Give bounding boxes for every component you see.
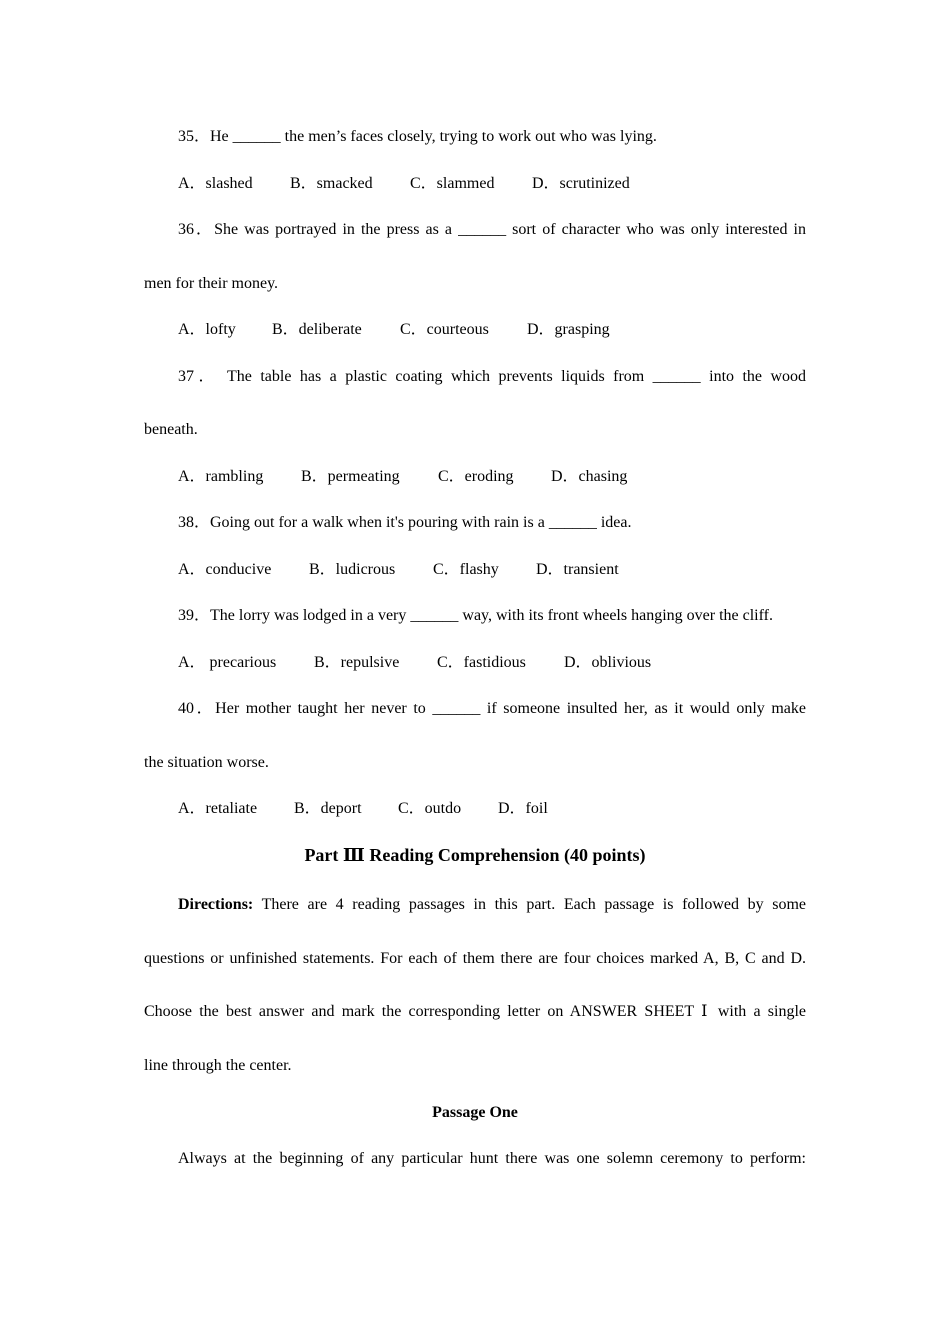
question-35-options bbox=[178, 174, 806, 194]
directions-line-2: questions or unfinished statements. For each of them there are four choices marked A, B, C and D. bbox=[144, 950, 806, 967]
option-d: D．chasing bbox=[551, 468, 628, 485]
question-39-options bbox=[178, 653, 806, 673]
option-a: A．retaliate bbox=[178, 800, 258, 817]
option-d: D．oblivious bbox=[564, 654, 652, 671]
directions-line-4: line through the center. bbox=[144, 1057, 292, 1074]
option-d: D．grasping bbox=[527, 321, 610, 338]
question-40-stem-cont: the situation worse. bbox=[144, 754, 269, 771]
option-b: B．deliberate bbox=[272, 321, 362, 338]
directions-line-3: Choose the best answer and mark the corresponding letter on ANSWER SHEET Ⅰ with a single bbox=[144, 1003, 806, 1020]
option-a: A．lofty bbox=[178, 321, 236, 338]
question-35-stem: 35．He ______ the men’s faces closely, trying to work out who was lying. bbox=[178, 128, 657, 145]
option-c: C．eroding bbox=[438, 468, 514, 485]
question-36-stem: 36．She was portrayed in the press as a ______ sort of character who was only interested in bbox=[178, 221, 806, 238]
question-37-stem: 37． The table has a plastic coating which prevents liquids from ______ into the wood bbox=[178, 368, 806, 385]
question-38-stem: 38．Going out for a walk when it's pouring with rain is a ______ idea. bbox=[178, 514, 632, 531]
option-b: B．deport bbox=[294, 800, 362, 817]
question-36-options bbox=[178, 320, 806, 340]
option-b: B．smacked bbox=[290, 175, 373, 192]
option-c: C．slammed bbox=[410, 175, 495, 192]
option-c: C．fastidious bbox=[437, 654, 526, 671]
option-c: C．outdo bbox=[398, 800, 462, 817]
option-b: B．repulsive bbox=[314, 654, 400, 671]
question-40-stem: 40．Her mother taught her never to ______ if someone insulted her, as it would only make bbox=[178, 700, 806, 717]
option-a: A． precarious bbox=[178, 654, 277, 671]
question-39-stem: 39．The lorry was lodged in a very ______ way, with its front wheels hanging over the cliff. bbox=[178, 607, 773, 624]
directions-line-1 bbox=[178, 895, 806, 915]
question-37-stem-cont: beneath. bbox=[144, 421, 198, 438]
option-a: A．slashed bbox=[178, 175, 253, 192]
option-d: D．foil bbox=[498, 800, 548, 817]
option-a: A．rambling bbox=[178, 468, 264, 485]
section-heading: Part Ⅲ Reading Comprehension (40 points) bbox=[304, 845, 646, 865]
option-d: D．transient bbox=[536, 561, 619, 578]
option-c: C．flashy bbox=[433, 561, 499, 578]
directions-text: There are 4 reading passages in this part. Each passage is followed by some bbox=[253, 896, 806, 913]
option-c: C．courteous bbox=[400, 321, 489, 338]
directions-label: Directions: bbox=[178, 896, 254, 913]
passage-paragraph: Always at the beginning of any particular hunt there was one solemn ceremony to perform: bbox=[178, 1150, 806, 1167]
option-b: B．ludicrous bbox=[309, 561, 396, 578]
question-38-options bbox=[178, 560, 806, 580]
option-a: A．conducive bbox=[178, 561, 272, 578]
passage-title: Passage One bbox=[432, 1104, 518, 1121]
option-b: B．permeating bbox=[301, 468, 400, 485]
question-36-stem-cont: men for their money. bbox=[144, 275, 279, 292]
option-d: D．scrutinized bbox=[532, 175, 630, 192]
question-40-options bbox=[178, 799, 806, 819]
question-37-options bbox=[178, 467, 806, 487]
